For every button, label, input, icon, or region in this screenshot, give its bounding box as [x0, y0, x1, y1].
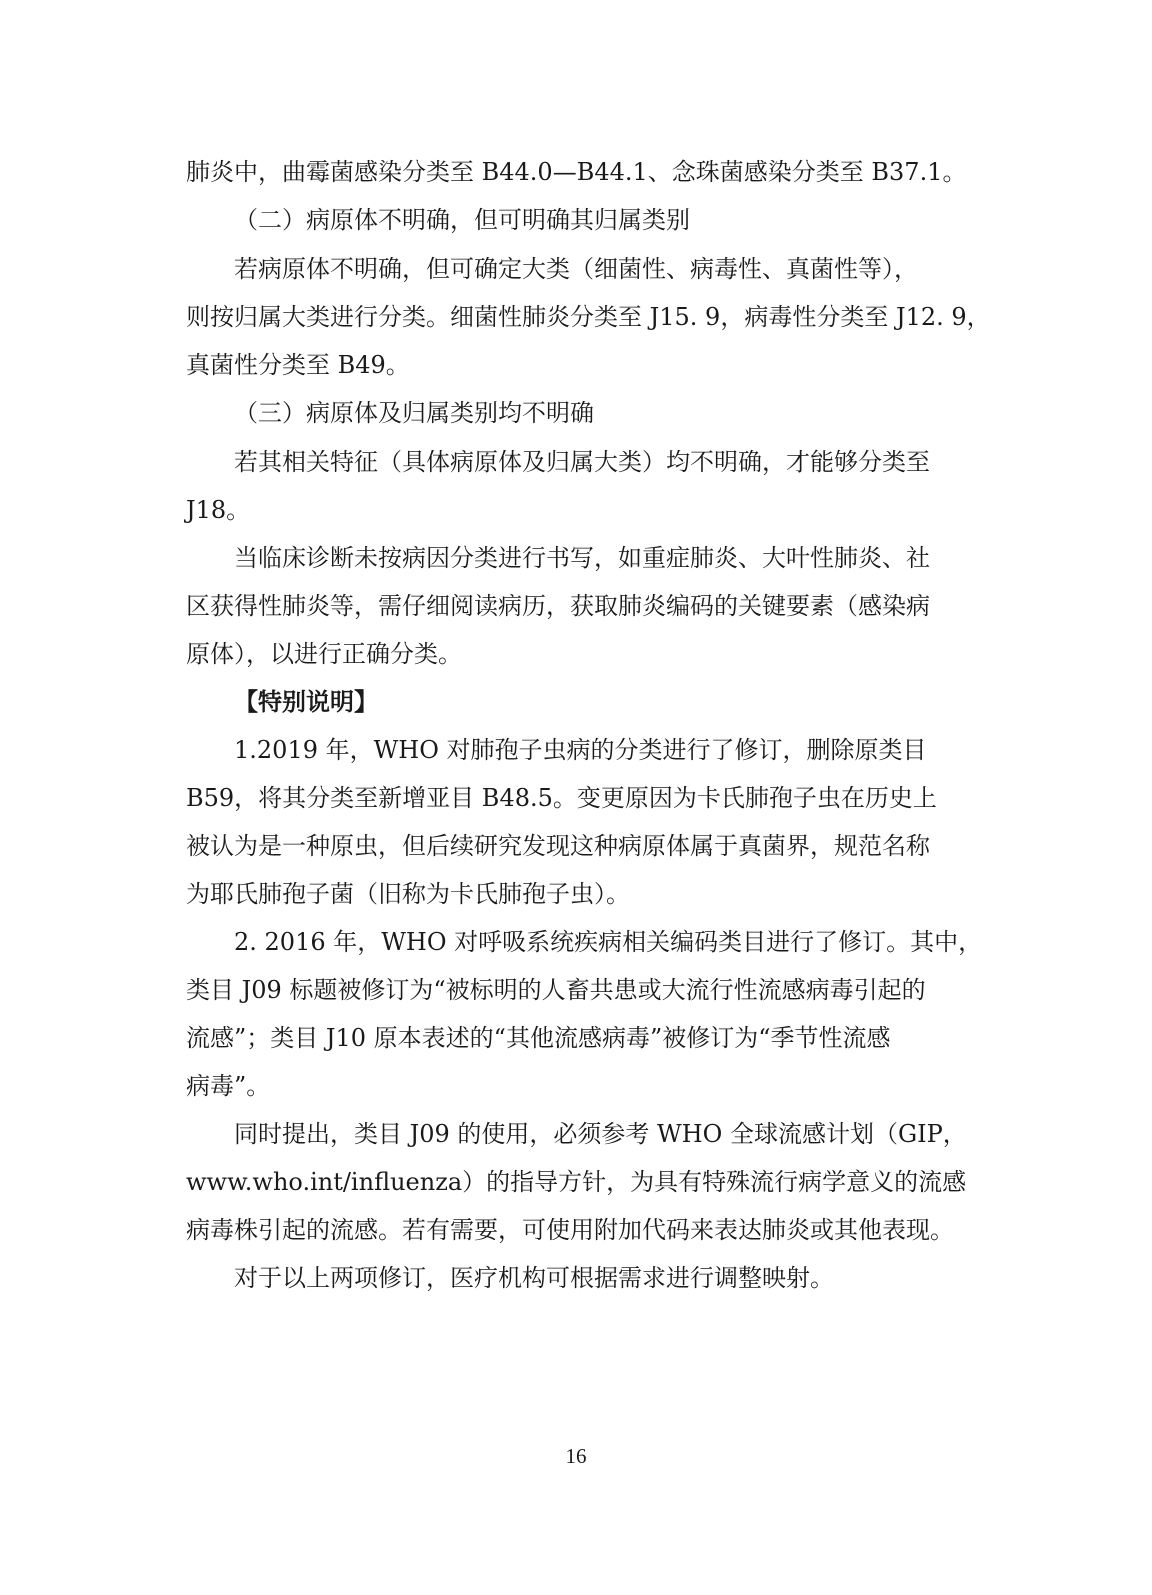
section-heading-3: （三）病原体及归属类别均不明确: [234, 399, 594, 427]
paragraph-line: 肺炎中，曲霉菌感染分类至 B44.0—B44.1、念珠菌感染分类至 B37.1。: [186, 158, 967, 186]
special-note-heading: 【特别说明】: [234, 687, 378, 716]
section-heading-2: （二）病原体不明确，但可明确其归属类别: [234, 206, 690, 234]
paragraph-line: 类目 J09 标题被修订为“被标明的人畜共患或大流行性流感病毒引起的: [186, 976, 926, 1004]
paragraph-line: B59，将其分类至新增亚目 B48.5。变更原因为卡氏肺孢子虫在历史上: [186, 784, 937, 812]
paragraph-line: 病毒株引起的流感。若有需要，可使用附加代码来表达肺炎或其他表现。: [186, 1216, 954, 1244]
page-number: 16: [565, 1444, 587, 1468]
paragraph-line: 当临床诊断未按病因分类进行书写，如重症肺炎、大叶性肺炎、社: [234, 544, 930, 572]
paragraph-line: 真菌性分类至 B49。: [186, 351, 410, 379]
paragraph-line: 区获得性肺炎等，需仔细阅读病历，获取肺炎编码的关键要素（感染病: [186, 592, 930, 620]
paragraph-line: www.who.int/influenza）的指导方针，为具有特殊流行病学意义的流感: [186, 1168, 967, 1196]
paragraph-line: 病毒”。: [186, 1072, 271, 1100]
paragraph-line: 原体），以进行正确分类。: [186, 640, 462, 668]
paragraph-line: 1.2019 年，WHO 对肺孢子虫病的分类进行了修订，删除原类目: [234, 736, 927, 764]
paragraph-line: 流感”；类目 J10 原本表述的“其他流感病毒”被修订为“季节性流感: [186, 1024, 891, 1052]
paragraph-line: J18。: [186, 496, 251, 524]
paragraph-line: 被认为是一种原虫，但后续研究发现这种病原体属于真菌界，规范名称: [186, 832, 930, 860]
paragraph-line: 为耶氏肺孢子菌（旧称为卡氏肺孢子虫）。: [186, 880, 630, 908]
paragraph-line: 同时提出，类目 J09 的使用，必须参考 WHO 全球流感计划（GIP，: [234, 1120, 967, 1148]
paragraph-line: 若病原体不明确，但可确定大类（细菌性、病毒性、真菌性等），: [234, 255, 918, 283]
paragraph-line: 则按归属大类进行分类。细菌性肺炎分类至 J15. 9，病毒性分类至 J12. 9，: [186, 303, 991, 331]
paragraph-line: 2. 2016 年，WHO 对呼吸系统疾病相关编码类目进行了修订。其中，: [234, 928, 983, 956]
paragraph-line: 对于以上两项修订，医疗机构可根据需求进行调整映射。: [234, 1264, 834, 1292]
paragraph-line: 若其相关特征（具体病原体及归属大类）均不明确，才能够分类至: [234, 448, 930, 476]
